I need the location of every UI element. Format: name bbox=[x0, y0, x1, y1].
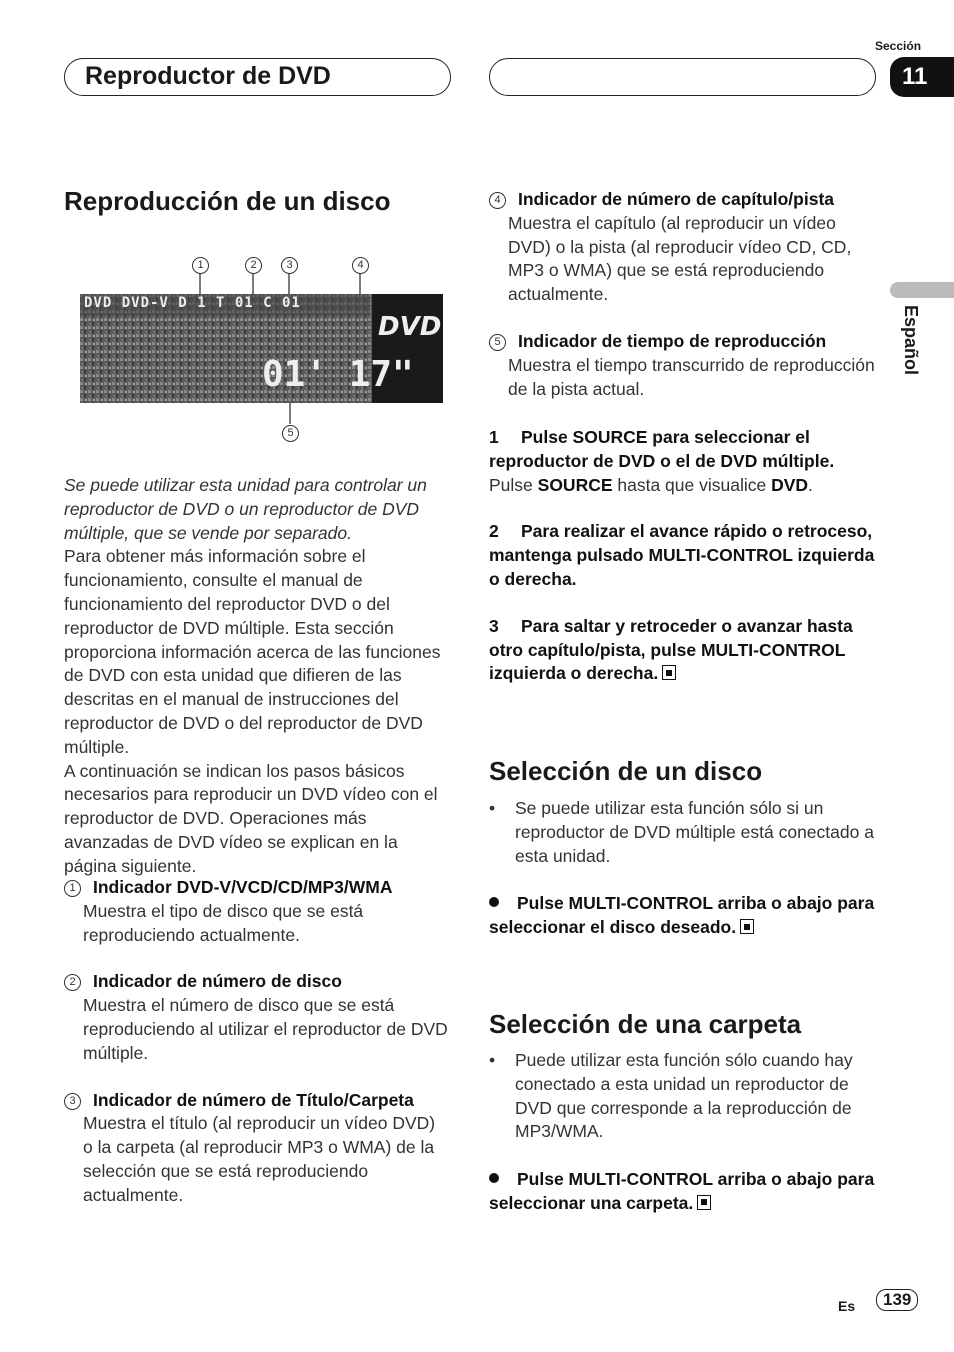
sel-carpeta-bullet: • Puede utilizar esta función sólo cuando hay conectado a esta unidad un reproductor de DVD que corresponde a la reproducción de MP3/WMA. bbox=[489, 1049, 877, 1144]
heading-reproduccion: Reproducción de un disco bbox=[64, 186, 391, 216]
right-items bbox=[489, 188, 877, 401]
end-mark-icon bbox=[697, 1195, 711, 1210]
step-1-title: Pulse SOURCE para seleccionar el reproductor de DVD o el de DVD múltiple. bbox=[489, 427, 835, 471]
paragraph-1: Para obtener más información sobre el funcionamiento, consulte el manual de funcionamiento del reproductor DVD o del reproductor de DVD múltiple. Esta sección proporciona información acerca de las funciones de DVD con esta unidad que difieren de las descritas en el manual de instrucciones del reproductor de DVD o del reproductor de DVD múltiple. bbox=[64, 546, 441, 757]
steps bbox=[489, 426, 877, 686]
page-title: Reproductor de DVD bbox=[85, 62, 331, 90]
callout-3: 3 bbox=[281, 257, 298, 274]
item-4 bbox=[489, 188, 877, 307]
item-3-title: Indicador de número de Título/Carpeta bbox=[93, 1089, 414, 1110]
dvd-logo: DVD bbox=[378, 312, 442, 342]
callout-4: 4 bbox=[352, 257, 369, 274]
step-1-body: Pulse SOURCE hasta que visualice DVD. bbox=[489, 474, 813, 495]
step-1-num: 1 bbox=[489, 427, 499, 447]
item-1-body: Muestra el tipo de disco que se está reproduciendo actualmente. bbox=[83, 900, 364, 945]
item-5-body: Muestra el tiempo transcurrido de reproducción de la pista actual. bbox=[508, 354, 875, 399]
sel-disco-step: Pulse MULTI-CONTROL arriba o abajo para seleccionar el disco deseado. bbox=[489, 893, 875, 938]
item-4-num: 4 bbox=[489, 192, 506, 209]
page-number: 139 bbox=[876, 1289, 918, 1311]
step-2-num: 2 bbox=[489, 521, 499, 542]
callout-5: 5 bbox=[282, 425, 299, 442]
step-1 bbox=[489, 426, 877, 497]
item-4-body: Muestra el capítulo (al reproducir un vídeo DVD) o la pista (al reproducir vídeo CD, CD, MP3 o WMA) que se está reproduciendo actualmente. bbox=[508, 212, 852, 305]
dvd-display-image bbox=[80, 294, 443, 403]
footer-lang: Es bbox=[838, 1298, 856, 1314]
sel-disco-body bbox=[489, 797, 877, 940]
step-3-num: 3 bbox=[489, 615, 499, 636]
section-label: Sección bbox=[875, 39, 922, 53]
sel-carpeta-body bbox=[489, 1049, 877, 1216]
callout-2: 2 bbox=[245, 257, 262, 274]
display-time: 01' 17" bbox=[262, 354, 414, 395]
bullet-dot-icon bbox=[489, 897, 499, 907]
heading-seleccion-disco: Selección de un disco bbox=[489, 756, 763, 786]
item-1 bbox=[64, 876, 449, 947]
item-3-body: Muestra el título (al reproducir un vídeo DVD) o la carpeta (al reproducir MP3 o WMA) de la selección que se está reproduciendo actualmente. bbox=[83, 1113, 436, 1205]
callout-1: 1 bbox=[192, 257, 209, 274]
heading-seleccion-carpeta: Selección de una carpeta bbox=[489, 1009, 802, 1039]
item-5-title: Indicador de tiempo de reproducción bbox=[518, 330, 827, 351]
display-top-text: DVD DVD-V D 1 T 01 C 01 bbox=[84, 295, 301, 311]
left-body bbox=[64, 474, 454, 879]
step-3-title: Para saltar y retroceder o avanzar hasta otro capítulo/pista, pulse MULTI-CONTROL izquierda o derecha. bbox=[489, 615, 853, 684]
sel-carpeta-step: Pulse MULTI-CONTROL arriba o abajo para seleccionar una carpeta. bbox=[489, 1169, 875, 1213]
item-3 bbox=[64, 1089, 449, 1208]
item-1-title: Indicador DVD-V/VCD/CD/MP3/WMA bbox=[93, 877, 393, 897]
item-2-num: 2 bbox=[64, 974, 81, 991]
sel-disco-bullet: • Se puede utilizar esta función sólo si un reproductor de DVD múltiple está conectado a esta unidad. bbox=[489, 797, 877, 868]
step-2 bbox=[489, 520, 877, 591]
intro-italic: Se puede utilizar esta unidad para controlar un reproductor de DVD o un reproductor de DVD múltiple, que se vende por separado. bbox=[64, 475, 427, 543]
item-4-title: Indicador de número de capítulo/pista bbox=[518, 189, 835, 209]
item-2-body: Muestra el número de disco que se está reproduciendo al utilizar el reproductor de DVD múltiple. bbox=[83, 995, 448, 1063]
item-2 bbox=[64, 970, 449, 1065]
step-2-title: Para realizar el avance rápido o retroceso, mantenga pulsado MULTI-CONTROL izquierda o derecha. bbox=[489, 521, 875, 589]
item-1-num: 1 bbox=[64, 880, 81, 897]
language-label: Español bbox=[901, 305, 921, 376]
left-items bbox=[64, 876, 449, 1208]
item-5 bbox=[489, 330, 877, 401]
item-2-title: Indicador de número de disco bbox=[93, 971, 342, 992]
bullet-dot-icon bbox=[489, 1173, 499, 1183]
end-mark-icon bbox=[740, 919, 754, 934]
paragraph-2: A continuación se indican los pasos básicos necesarios para reproducir un DVD vídeo con el reproductor de DVD. Operaciones más avanzadas de DVD vídeo se explican en la página siguiente. bbox=[64, 760, 438, 876]
step-3 bbox=[489, 615, 877, 686]
item-5-num: 5 bbox=[489, 334, 506, 351]
end-mark-icon bbox=[662, 665, 676, 680]
item-3-num: 3 bbox=[64, 1093, 81, 1110]
section-number: 11 bbox=[890, 57, 954, 97]
